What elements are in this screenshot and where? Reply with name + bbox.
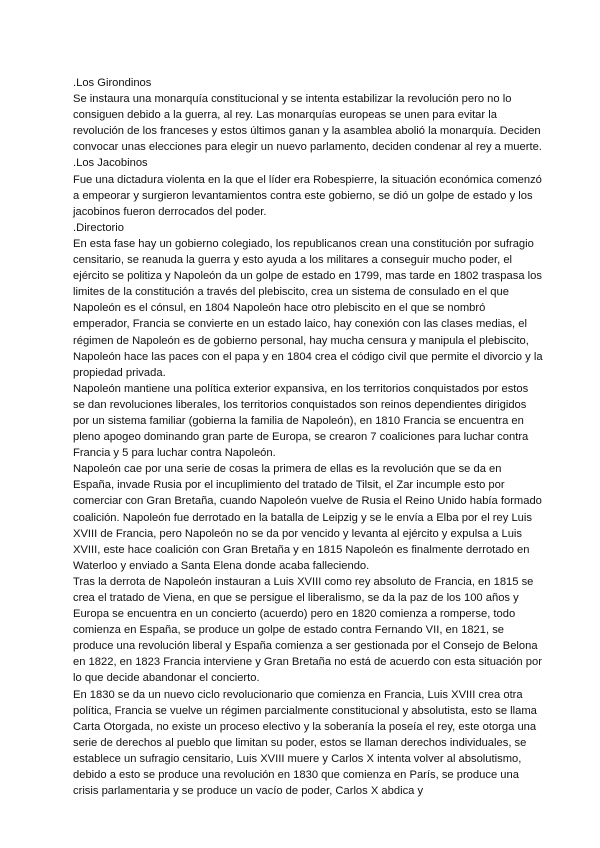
- paragraph-directorio-caida: Napoleón cae por una serie de cosas la primera de ellas es la revolución que se da en España, invade Rusia por el incuplimiento del tratado de Tilsit, el Zar incumple esto por comerciar con Gran Bretaña, cuando Napoleón vuelve de Rusia el Reino Unido había formado coalición. Napoleón fue derrotado en la batalla de Leipzig y se le envía a Elba por el rey Luis XVIII de Francia, pero Napoleón no se da por vencido y levanta al ejército y expulsa a Luis XVIII, este hace coalición con Gran Bretaña y en 1815 Napoleón es finalmente derrotado en Waterloo y enviado a Santa Elena donde acaba falleciendo.: [73, 463, 542, 572]
- section-jacobinos: [73, 155, 543, 219]
- paragraph-directorio-restauracion: Tras la derrota de Napoleón instauran a Luis XVIII como rey absoluto de Francia, en 1815 se crea el tratado de Viena, en que se persigue el liberalismo, se da la paz de los 100 años y Europa se encuentra en un concierto (acuerdo) pero en 1820 comienza a romperse, todo comienza en España, se produce un golpe de estado contra Fernando VII, en 1821, se produce una revolución liberal y España comienza a ser gestionada por el Consejo de Belona en 1822, en 1823 Francia interviene y Gran Bretaña no está de acuerdo con esta situación por lo que decide abandonar el concierto.: [73, 575, 542, 685]
- section-girondinos: [73, 75, 543, 155]
- section-directorio: [73, 220, 543, 799]
- paragraph-jacobinos: Fue una dictadura violenta en la que el líder era Robespierre, la situación económica comenzó a empeorar y surgieron levantamientos contra este gobierno, se dió un golpe de estado y los jacobinos fueron derrocados del poder.: [73, 173, 542, 218]
- paragraph-directorio-1830: En 1830 se da un nuevo ciclo revolucionario que comienza en Francia, Luis XVIII crea otra política, Francia se vuelve un régimen parcialmente constitucional y absolutista, esto se llama Carta Otorgada, no existe un proceso electivo y la soberanía la poseía el rey, este otorga una serie de derechos al pueblo que limitan su poder, estos se llaman derechos individuales, se establece un sufragio censitario, Luis XVIII muere y Carlos X intenta volver al absolutismo, debido a esto se produce una revolución en 1830 que comienza en París, se produce una crisis parlamentaria y se produce un vacío de poder, Carlos X abdica y: [73, 688, 537, 798]
- paragraph-directorio-politica-exterior: Napoleón mantiene una política exterior expansiva, en los territorios conquistados por estos se dan revoluciones liberales, los territorios conquistados son reinos dependientes dirigidos por un sistema familiar (gobierna la familia de Napoleón), en 1810 Francia se encuentra en pleno apogeo dominando gran parte de Europa, se crearon 7 coaliciones para luchar contra Francia y 5 para luchar contra Napoleón.: [73, 382, 529, 460]
- section-heading-jacobinos: .Los Jacobinos: [73, 157, 148, 170]
- section-heading-directorio: .Directorio: [73, 221, 124, 234]
- section-heading-girondinos: .Los Girondinos: [73, 77, 152, 89]
- document-page: [73, 75, 543, 799]
- paragraph-girondinos: Se instaura una monarquía constitucional y se intenta estabilizar la revolución pero no lo consiguen debido a la guerra, al rey. Las monarquías europeas se unen para evitar la revolución de los franceses y estos últimos ganan y la asamblea abolió la monarquía. Deciden convocar unas elecciones para elegir un nuevo parlamento, deciden condenar al rey a muerte.: [73, 93, 542, 154]
- paragraph-directorio-gobierno: En esta fase hay un gobierno colegiado, los republicanos crean una constitución por sufragio censitario, se reanuda la guerra y esto ayuda a los militares a conseguir mucho poder, el ejército se politiza y Napoleón da un golpe de estado en 1799, mas tarde en 1802 traspasa los limites de la constitución a través del plebiscito, crea un sistema de consulado en el que Napoleón es el cónsul, en 1804 Napoleón hace otro plebiscito en el que se nombró emperador, Francia se convierte en un estado laico, hay conexión con las clases medias, el régimen de Napoleón es de gobierno personal, hay mucha censura y manipula el plebiscito, Napoleón hace las paces con el papa y en 1804 crea el código civil que permite el divorcio y la propiedad privada.: [73, 237, 543, 379]
